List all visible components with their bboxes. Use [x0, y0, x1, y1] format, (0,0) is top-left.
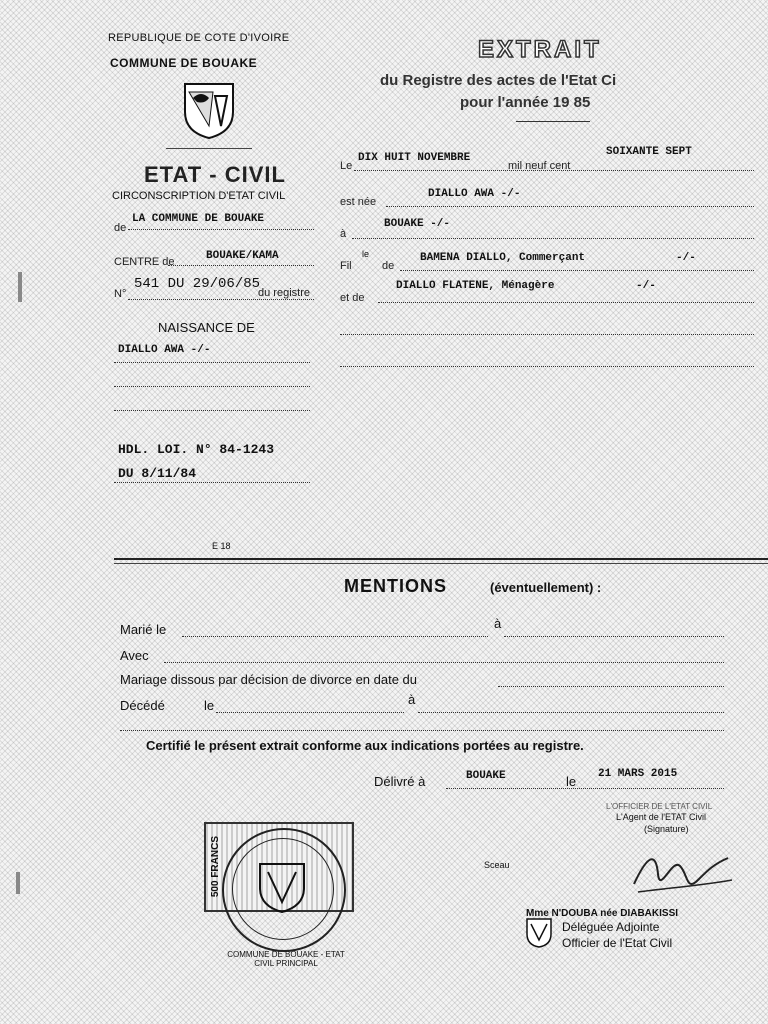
- officer-line-2: L'Agent de l'ETAT Civil: [616, 812, 706, 822]
- est-nee-label: est née: [340, 196, 377, 208]
- father-tail: -/-: [676, 252, 696, 264]
- mother-dotline: [378, 302, 754, 303]
- birthplace-dotline: [352, 238, 754, 239]
- fiscal-stamp-value: 500 FRANCS: [210, 836, 221, 898]
- registre-subtitle: du Registre des actes de l'Etat Ci: [380, 72, 617, 89]
- fils-de-label: de: [382, 260, 395, 272]
- child-name-value: DIALLO AWA -/-: [428, 188, 521, 200]
- punch-mark-1: [18, 272, 22, 302]
- form-code: E 18: [212, 541, 231, 551]
- le-label: Le: [340, 160, 353, 172]
- section-divider-thin: [114, 563, 768, 564]
- delivre-label: Délivré à: [374, 774, 426, 789]
- centre-label: CENTRE de: [114, 256, 175, 268]
- punch-mark-2: [16, 872, 20, 894]
- birth-date-value: DIX HUIT NOVEMBRE: [358, 152, 471, 164]
- de-label: de: [114, 222, 127, 234]
- mentions-note: (éventuellement) :: [490, 580, 602, 595]
- delivre-date: 21 MARS 2015: [598, 768, 678, 780]
- year-underline: [516, 121, 590, 122]
- delivre-value: BOUAKE: [466, 770, 506, 782]
- stamp-text: COMMUNE DE BOUAKE - ETAT CIVIL PRINCIPAL: [227, 950, 345, 968]
- birthplace-value: BOUAKE -/-: [384, 218, 451, 230]
- father-value: BAMENA DIALLO, Commerçant: [420, 252, 586, 264]
- child-dotline: [386, 206, 754, 207]
- marie-a-label: à: [494, 616, 502, 631]
- sceau-label: Sceau: [484, 860, 510, 870]
- blank-dotline-1: [340, 334, 754, 335]
- commune-label: COMMUNE DE BOUAKE: [110, 56, 258, 70]
- loi-line-1: HDL. LOI. N° 84-1243: [118, 442, 275, 457]
- a-label: à: [340, 228, 347, 240]
- mil-neuf-cent-label: mil neuf cent: [508, 160, 571, 172]
- officer-name: Mme N'DOUBA née DIABAKISSI: [526, 908, 679, 919]
- officer-line-1: L'OFFICIER DE L'ETAT CIVIL: [606, 802, 713, 811]
- loi-dotline: [114, 482, 310, 483]
- loi-line-2: DU 8/11/84: [118, 466, 197, 481]
- fils-label: Fil: [340, 260, 352, 272]
- etat-civil-title: ETAT - CIVIL: [144, 162, 286, 187]
- avec-label: Avec: [120, 648, 149, 663]
- republic-label: REPUBLIQUE DE COTE D'IVOIRE: [108, 32, 290, 44]
- stamp-arms-icon: [254, 858, 310, 914]
- marie-dotline: [182, 636, 488, 637]
- small-seal-icon: [526, 918, 552, 948]
- officer-role-2: Officier de l'Etat Civil: [562, 936, 673, 950]
- naissance-dotline-2: [114, 386, 310, 387]
- divorce-dotline: [498, 686, 724, 687]
- et-de-label: et de: [340, 292, 365, 304]
- decede-le-label: le: [204, 698, 215, 713]
- decede-label: Décédé: [120, 698, 165, 713]
- decede-a-dotline: [418, 712, 724, 713]
- seal-underline: [166, 148, 252, 149]
- naissance-label: NAISSANCE DE: [158, 320, 255, 335]
- number-dotline: [128, 299, 314, 300]
- decede-a-label: à: [408, 692, 416, 707]
- date-dotline: [354, 170, 754, 171]
- officer-line-3: (Signature): [644, 824, 689, 834]
- commune-dotline: [128, 229, 314, 230]
- delivre-dotline: [446, 788, 724, 789]
- naissance-dotline-1: [114, 362, 310, 363]
- mother-value: DIALLO FLATENE, Ménagère: [396, 280, 555, 292]
- decede-dotline: [216, 712, 404, 713]
- mother-tail: -/-: [636, 280, 656, 292]
- certification-text: Certifié le présent extrait conforme aux indications portées au registre.: [146, 738, 584, 753]
- du-registre-label: du registre: [258, 287, 310, 299]
- marie-le-label: Marié le: [120, 622, 167, 637]
- avec-dotline: [164, 662, 724, 663]
- commune-value: LA COMMUNE DE BOUAKE: [132, 213, 265, 225]
- official-round-stamp: [222, 828, 346, 952]
- number-label: N°: [114, 288, 127, 300]
- naissance-value: DIALLO AWA -/-: [118, 344, 211, 356]
- marie-a-dotline: [504, 636, 724, 637]
- circonscription-label: CIRCONSCRIPTION D'ETAT CIVIL: [112, 190, 286, 202]
- blank-dotline-2: [340, 366, 754, 367]
- year-subtitle: pour l'année 19 85: [460, 94, 591, 111]
- mentions-dotline-extra: [120, 730, 724, 731]
- father-dotline: [400, 270, 754, 271]
- mentions-heading: MENTIONS: [344, 576, 448, 596]
- coat-of-arms-icon: [183, 82, 235, 140]
- centre-value: BOUAKE/KAMA: [206, 250, 279, 262]
- delivre-le-label: le: [566, 774, 577, 789]
- naissance-dotline-3: [114, 410, 310, 411]
- fils-superscript: le: [362, 249, 370, 259]
- officer-role-1: Déléguée Adjointe: [562, 920, 660, 934]
- divorce-label: Mariage dissous par décision de divorce en date du: [120, 672, 418, 687]
- handwritten-signature: [628, 844, 738, 904]
- number-value: 541 DU 29/06/85: [134, 276, 261, 292]
- year-words-value: SOIXANTE SEPT: [606, 146, 692, 158]
- section-divider: [114, 558, 768, 560]
- extrait-title: EXTRAIT: [478, 36, 602, 63]
- centre-dotline: [168, 265, 314, 266]
